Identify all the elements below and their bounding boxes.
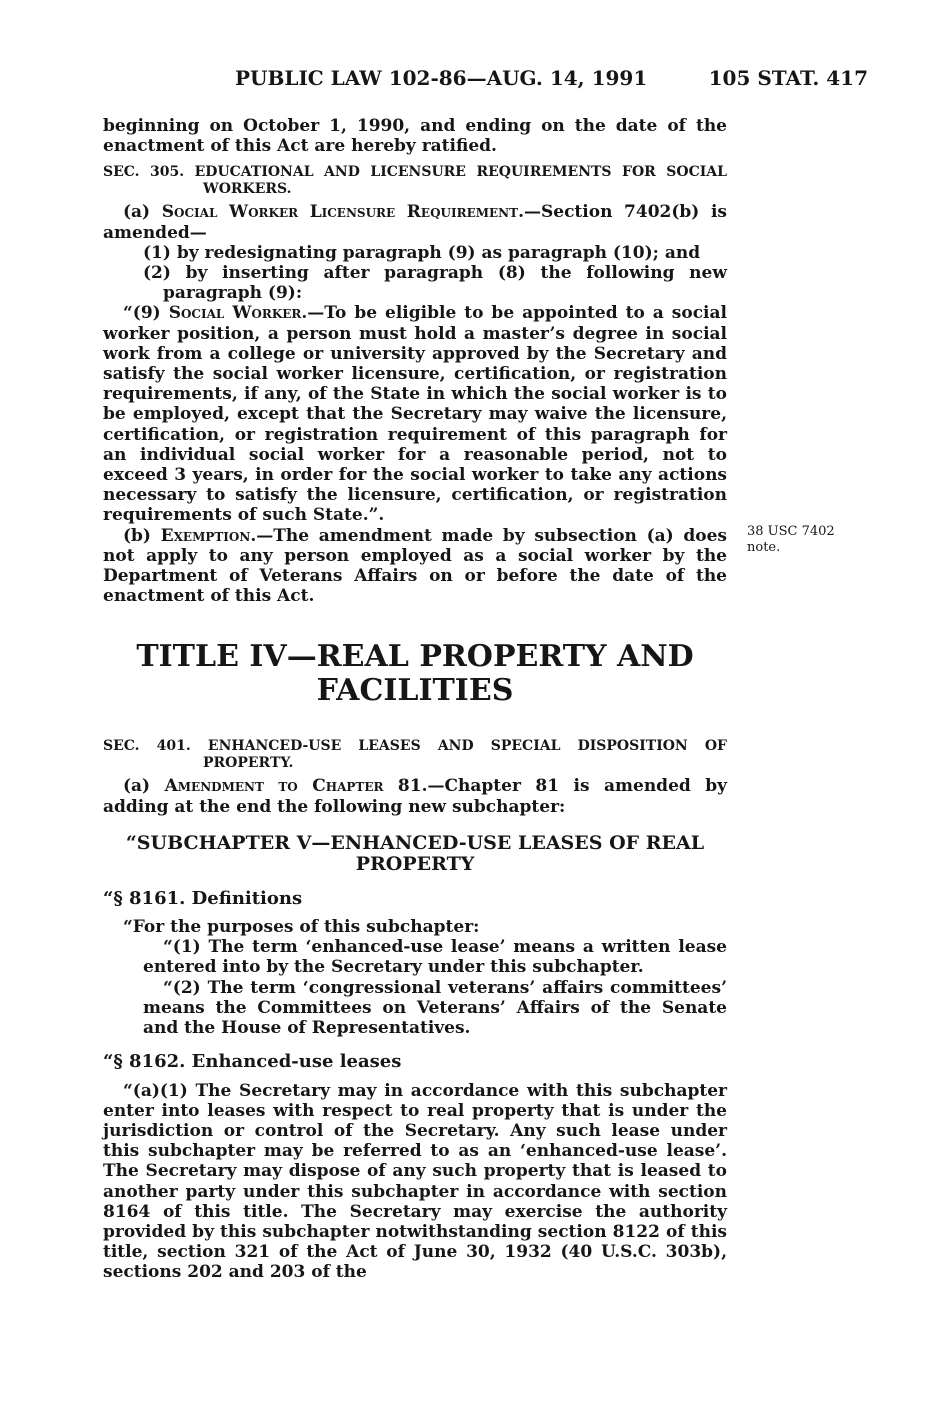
- sec401-a-text: .—Chapter 81 is amended by adding at the end the following new subchapter:: [103, 776, 728, 817]
- document-body: [103, 116, 727, 1283]
- paragraph-9-social-worker: [103, 303, 727, 525]
- sec305-heading: SEC. 305. EDUCATIONAL AND LICENSURE REQUIREMENTS FOR SOCIAL WORKERS.: [103, 164, 727, 198]
- sec305-subsection-a: [103, 202, 727, 242]
- sec401-a-label: (a): [123, 776, 165, 797]
- header-public-law: PUBLIC LAW 102-86—AUG. 14, 1991: [235, 66, 648, 90]
- definition-2: “(2) The term ‘congressional veterans’ affairs committees’ means the Committees on Veterans’ Affairs of the Senate and the House of Representatives.: [143, 977, 727, 1039]
- paragraph-9-text: .—To be eligible to be appointed to a social worker position, a person must hold a master’s degree in social work from a college or university approved by the Secretary and satisfy the social worker licensure, certification, or registration requirements, if any, of the State in which the social worker is to be employed, except that the Secretary may waive the licensure, certification, or registration requirement of this paragraph for an individual social worker for a reasonable period, not to exceed 3 years, in order for the social worker to take any actions necessary to satisfy the licensure, certification, or registration requirements of such State.”.: [103, 303, 727, 526]
- sec401-heading: SEC. 401. ENHANCED-USE LEASES AND SPECIAL DISPOSITION OF PROPERTY.: [103, 738, 727, 772]
- running-header: [103, 66, 868, 92]
- sec401-a-caption: Amendment to Chapter 81: [164, 776, 422, 797]
- section-8162-heading: “§ 8162. Enhanced-use leases: [103, 1051, 402, 1073]
- subsection-a-label: (a): [123, 202, 162, 223]
- header-stat-page: 105 STAT. 417: [708, 66, 868, 90]
- sec305-item-2: (2) by inserting after paragraph (8) the following new paragraph (9):: [143, 263, 727, 304]
- margin-note-38-usc: 38 USC 7402 note.: [747, 524, 835, 555]
- section-8161-heading: “§ 8161. Definitions: [103, 887, 303, 909]
- subsection-b-label: (b): [123, 525, 161, 546]
- sec305-subsection-b: [103, 526, 727, 607]
- paragraph-9-caption: Social Worker: [168, 303, 302, 324]
- subsection-b-caption: Exemption: [160, 525, 251, 546]
- title-iv-heading: TITLE IV—REAL PROPERTY AND FACILITIES: [136, 639, 694, 709]
- paragraph-9-label: “(9): [123, 303, 169, 324]
- subsection-a-caption: Social Worker Licensure Requirement: [161, 202, 519, 223]
- section-8162-text: “(a)(1) The Secretary may in accordance with this subchapter enter into leases with respect to real property that is under the jurisdiction or control of the Secretary. Any such lease under this subchapter may be referred to as an ‘enhanced-use lease’. The Secretary may dispose of any such property that is leased to another party under this subchapter in accordance with section 8164 of this title. The Secretary may exercise the authority provided by this subchapter notwithstanding section 8122 of this title, section 321 of the Act of June 30, 1932 (40 U.S.C. 303b), sections 202 and 203 of the: [103, 1080, 727, 1283]
- section-8161-intro: “For the purposes of this subchapter:: [123, 917, 480, 938]
- sec304-continuation: beginning on October 1, 1990, and ending on the date of the enactment of this Act are hereby ratified.: [103, 116, 727, 157]
- subchapter-v-heading: “SUBCHAPTER V—ENHANCED-USE LEASES OF REAL PROPERTY: [125, 831, 705, 875]
- subsection-a-text: .—Section 7402(b) is amended—: [103, 202, 727, 243]
- subsection-b-text: .—The amendment made by subsection (a) does not apply to any person employed as a social worker by the Department of Veterans Affairs on or before the date of the enactment of this Act.: [103, 525, 727, 607]
- sec305-item-1: (1) by redesignating paragraph (9) as paragraph (10); and: [143, 242, 701, 263]
- definition-1: “(1) The term ‘enhanced-use lease’ means a written lease entered into by the Secretary under this subchapter.: [143, 937, 727, 978]
- sec401-subsection-a: [103, 776, 727, 816]
